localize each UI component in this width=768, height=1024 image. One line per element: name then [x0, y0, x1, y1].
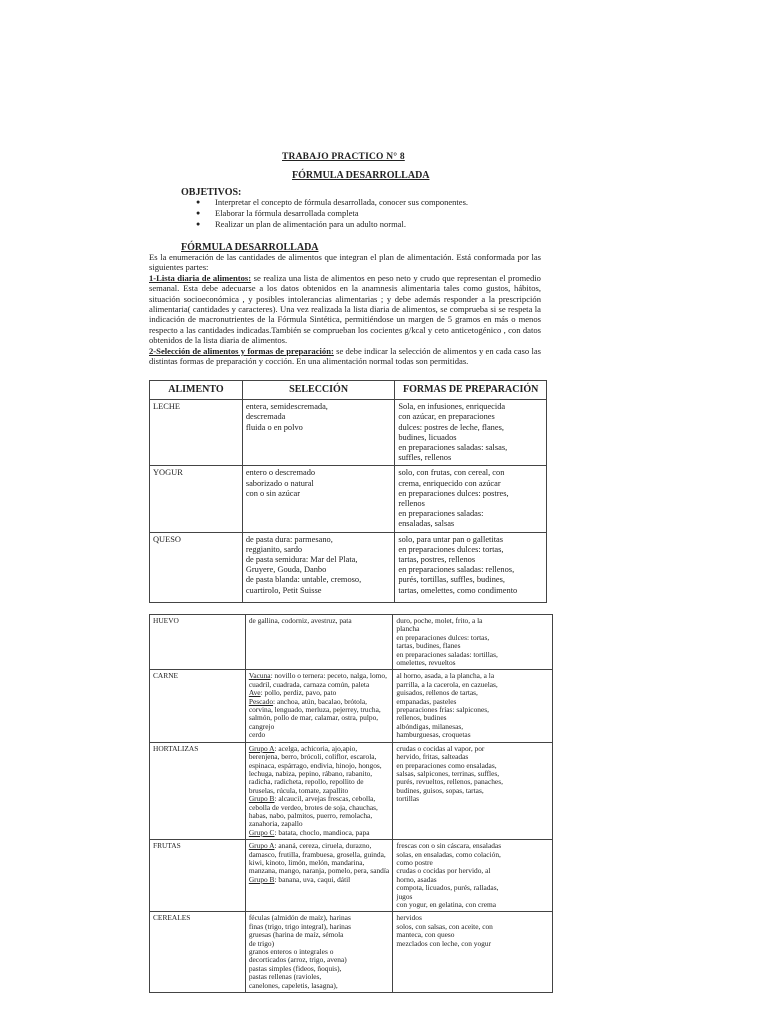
group-label: Pescado [248, 696, 274, 706]
cell-line: decorticados (arroz, trigo, avena) [248, 955, 347, 965]
cell-line: con yogur, en gelatina, con crema [396, 900, 497, 909]
cell-line: de pasta semidura: Mar del Plata, [245, 555, 358, 565]
group-label: Vacuna [248, 671, 271, 681]
cell-line: frescas con o sin cáscara, ensaladas [396, 841, 502, 851]
group-entry [249, 745, 390, 795]
header-formas: FORMAS DE PREPARACIÓN [395, 381, 547, 400]
cell-line: en preparaciones como ensaladas, [396, 760, 497, 770]
cell-line: preparaciones frías: salpicones, [396, 705, 489, 715]
table-row [150, 532, 547, 602]
cell-line: ensaladas, salsas [398, 519, 455, 529]
cell-line: crudas o cocidas al vapor, por [396, 743, 485, 753]
formas-cell [393, 840, 553, 912]
cell-line: purés, revueltos, rellenos, panaches, [396, 777, 503, 787]
objectives-list [196, 197, 468, 230]
group-entry [249, 829, 390, 837]
cell-line: pastas simples (fideos, ñoquis), [248, 963, 342, 973]
cell-line: crudas o cocidas por hervido, al [396, 866, 491, 876]
cell-line: suffles, rellenos [398, 453, 452, 463]
cell-line: tartas, omelettes, como condimento [398, 585, 518, 595]
cell-line: de pasta dura: parmesano, [245, 534, 333, 544]
group-label: Ave [248, 688, 261, 698]
cell-line: como postre [396, 857, 433, 867]
table-row [150, 912, 553, 993]
group-label: Grupo A [248, 841, 275, 851]
table-row [150, 400, 547, 466]
group-text: : acelga, achicoria, ajo,apio, berenjena, berro, brócoli, coliflor, escarola, espinaca, espárrago, endivia, hinojo, hongos, lechuga, nabiza, pepino, rábano, rabanito, radicha, radicheta, repollo, repollito de bruselas, rúcula, tomate, zapallito [248, 743, 382, 795]
cell-line: descremada [245, 412, 286, 422]
seleccion-cell [245, 840, 393, 912]
seleccion-cell [245, 615, 393, 670]
cell-line: entera, semidescremada, [245, 402, 328, 412]
p1-label: 1-Lista diaria de alimentos: [149, 272, 252, 283]
cell-line: hervidos [396, 913, 422, 923]
seleccion-cell [242, 466, 395, 532]
header-seleccion: SELECCIÓN [242, 381, 395, 400]
cell-line: con azúcar, en preparaciones [398, 412, 495, 422]
table-row [150, 840, 553, 912]
cell-line: budines, licuados [398, 432, 457, 442]
formas-cell [395, 466, 547, 532]
cell-line: de pasta blanda: untable, cremoso, [245, 575, 362, 585]
p2-text: se debe indicar la selección de alimentos y en cada caso las distintas formas de preparación y cocción. En una alimentación normal todas son permitidas. [149, 345, 541, 367]
alimento-cell: HUEVO [150, 615, 246, 670]
group-entry [249, 842, 390, 876]
seleccion-cell [242, 532, 395, 602]
group-text: : ananá, cereza, ciruela, durazno, damasco, frutilla, frambuesa, grosella, guinda, kiwi, kinoto, limón, melón, mandarina, manzana, mango, naranja, pomelo, pera, sandía [248, 841, 390, 876]
cell-line: parrilla, a la cacerola, en cazuelas, [396, 679, 498, 689]
cell-line: en preparaciones dulces: tortas, [398, 544, 504, 554]
cell-line: en preparaciones saladas: [398, 509, 484, 519]
cell-line: salsas, salpicones, terrinas, suffles, [396, 768, 500, 778]
cell-line: solos, con salsas, con aceite, con [396, 921, 493, 931]
cell-line: horno, asadas [396, 874, 437, 884]
paragraph-2 [149, 346, 541, 367]
cell-line: cuartirolo, Petit Suisse [245, 585, 322, 595]
table-row [150, 466, 547, 532]
group-text: : alcaucil, arvejas frescas, cebolla, cebolla de verdeo, brotes de soja, chauchas, habas, nabo, palmitos, puerro, remolacha, zanahoria, zapallo [248, 794, 378, 829]
group-entry [249, 876, 390, 884]
cell-line: en preparaciones saladas: rellenos, [398, 565, 515, 575]
alimento-cell: QUESO [150, 532, 243, 602]
group-text: : pollo, perdiz, pavo, pato [260, 688, 337, 698]
p2-label: 2-Selección de alimentos y formas de preparación: [149, 345, 334, 356]
intro-paragraph: Es la enumeración de las cantidades de alimentos que integran el plan de alimentación. Está conformada por las siguientes partes: [149, 252, 541, 273]
formas-cell [395, 532, 547, 602]
cell-line: en preparaciones saladas: salsas, [398, 443, 508, 453]
objectives-heading: OBJETIVOS: [181, 187, 242, 198]
cell-line: granos enteros o integrales o [248, 947, 334, 957]
cell-line: canelones, capeletis, lasagna), [248, 980, 338, 990]
table-row [150, 615, 553, 670]
cell-line: reggianito, sardo [245, 544, 303, 554]
alimento-cell: CEREALES [150, 912, 246, 993]
cell-line: féculas (almidón de maíz), harinas [248, 913, 351, 923]
food-table-2 [149, 614, 553, 993]
formas-cell [393, 912, 553, 993]
group-label: Grupo A [248, 743, 275, 753]
alimento-cell: CARNE [150, 670, 246, 742]
alimento-cell: FRUTAS [150, 840, 246, 912]
group-entry [249, 698, 390, 732]
food-table-1 [149, 380, 547, 603]
paragraph-1 [149, 273, 541, 346]
objective-item: ● Elaborar la fórmula desarrollada completa [196, 208, 468, 219]
group-text: cerdo [248, 730, 266, 740]
cell-line: hamburguesas, croquetas [396, 730, 471, 740]
cell-line: mezclados con leche, con yogur [396, 938, 492, 948]
cell-line: tartas, budines, flanes [396, 641, 461, 651]
cell-line: dulces: postres de leche, flanes, [398, 422, 504, 432]
cell-line: en preparaciones saladas: tortillas, [396, 649, 498, 659]
cell-line: de trigo) [248, 938, 275, 948]
cell-line: con o sin azúcar [245, 488, 301, 498]
cell-line: crema, enriquecido con azúcar [398, 478, 501, 488]
cell-line: duro, poche, molet, frito, a la [396, 616, 483, 625]
objective-item: ● Realizar un plan de alimentación para un adulto normal. [196, 219, 468, 230]
cell-line: purés, tortillas, suffles, budines, [398, 575, 505, 585]
cell-line: manteca, con queso [396, 930, 455, 940]
cell-line: en preparaciones dulces: tortas, [396, 632, 490, 642]
cell-line: guisados, rellenos de tartas, [396, 688, 478, 698]
cell-line: tortillas [396, 794, 420, 804]
cell-line: entero o descremado [245, 468, 316, 478]
cell-line: compota, licuados, purés, ralladas, [396, 883, 499, 893]
cell-line: budines, guisos, sopas, tartas, [396, 785, 484, 795]
cell-line: rellenos, budines [396, 713, 447, 723]
cell-line: gruesas (harina de maíz, sémola [248, 930, 344, 940]
formas-cell [393, 615, 553, 670]
cell-line: finas (trigo, trigo integral), harinas [248, 921, 352, 931]
formas-cell [395, 400, 547, 466]
cell-line: al horno, asada, a la plancha, a la [396, 671, 495, 681]
cell-line: empanadas, pasteles [396, 696, 457, 706]
formas-cell [393, 670, 553, 742]
cell-line: fluida o en polvo [245, 422, 303, 432]
cell-line: omelettes, revueltos [396, 658, 456, 668]
cell-line: hervido, fritas, salteadas [396, 752, 469, 762]
cell-line: jugos [396, 891, 413, 901]
cell-line: plancha [396, 624, 420, 634]
table-row [150, 670, 553, 742]
seleccion-cell [242, 400, 395, 466]
group-entry [249, 795, 390, 829]
group-text: : banana, uva, caqui, dátil [274, 874, 351, 884]
section-body [149, 252, 541, 366]
group-label: Grupo B [248, 874, 275, 884]
cell-line: tartas, postres, rellenos [398, 555, 476, 565]
cell-line: Sola, en infusiones, enriquecida [398, 402, 506, 412]
cell-line: solas, en ensaladas, como colación, [396, 849, 501, 859]
table-row [150, 742, 553, 839]
seleccion-cell [245, 912, 393, 993]
table-header-row [150, 381, 547, 400]
doc-subtitle: FÓRMULA DESARROLLADA [292, 170, 430, 181]
cell-line: en preparaciones dulces: postres, [398, 488, 509, 498]
alimento-cell: HORTALIZAS [150, 742, 246, 839]
cell-line: pastas rellenas (ravioles, [248, 972, 322, 982]
p1-text: se realiza una lista de alimentos en peso neto y crudo que representan el promedio semanal. Esta debe adecuarse a los datos obtenidos en la anamnesis alimentaria tales como gustos, hábitos, situación socioeconómica , y posibles intolerancias alimentarias ; y debe además responder a la prescripción alimentaria( cantidades y caracteres). Una vez realizada la lista diaria de alimentos, se comprueba si se respeta la indicación de macronutrientes de la Fórmula Sintética, permitiéndose un margen de 5 gramos en más o menos respecto a las cantidades indicadas.También se comprueban los cocientes g/kcal y ceto anticetogénico , con datos obtenidos de la lista diaria de alimentos. [149, 272, 541, 346]
group-text: : novillo o ternera: peceto, nalga, lomo, cuadril, cuadrada, carnaza común, paleta [248, 671, 387, 689]
doc-title: TRABAJO PRACTICO N° 8 [282, 152, 405, 162]
group-entry [249, 731, 390, 739]
group-text: : batata, choclo, mandioca, papa [274, 827, 370, 837]
group-label: Grupo B [248, 794, 275, 804]
group-label: Grupo C [248, 827, 275, 837]
seleccion-cell [245, 742, 393, 839]
cell-line: de gallina, codorniz, avestruz, pata [248, 616, 352, 625]
group-entry [249, 672, 390, 689]
formas-cell [393, 742, 553, 839]
cell-line: rellenos [398, 499, 425, 509]
cell-line: Gruyere, Gouda, Danbo [245, 565, 327, 575]
objective-item: ● Interpretar el concepto de fórmula desarrollada, conocer sus componentes. [196, 197, 468, 208]
cell-line: solo, con frutas, con cereal, con [398, 468, 505, 478]
seleccion-cell [245, 670, 393, 742]
cell-line: saborizado o natural [245, 478, 314, 488]
cell-line: solo, para untar pan o galletitas [398, 534, 504, 544]
alimento-cell: YOGUR [150, 466, 243, 532]
group-text: : anchoa, atún, bacalao, brótola, corvina, lenguado, merluza, pejerrey, trucha, salmón, pollo de mar, calamar, ostra, pulpo, cangrejo [248, 696, 381, 731]
section-heading: FÓRMULA DESARROLLADA [181, 242, 319, 253]
header-alimento: ALIMENTO [150, 381, 243, 400]
alimento-cell: LECHE [150, 400, 243, 466]
cell-line: albóndigas, milanesas, [396, 721, 464, 731]
